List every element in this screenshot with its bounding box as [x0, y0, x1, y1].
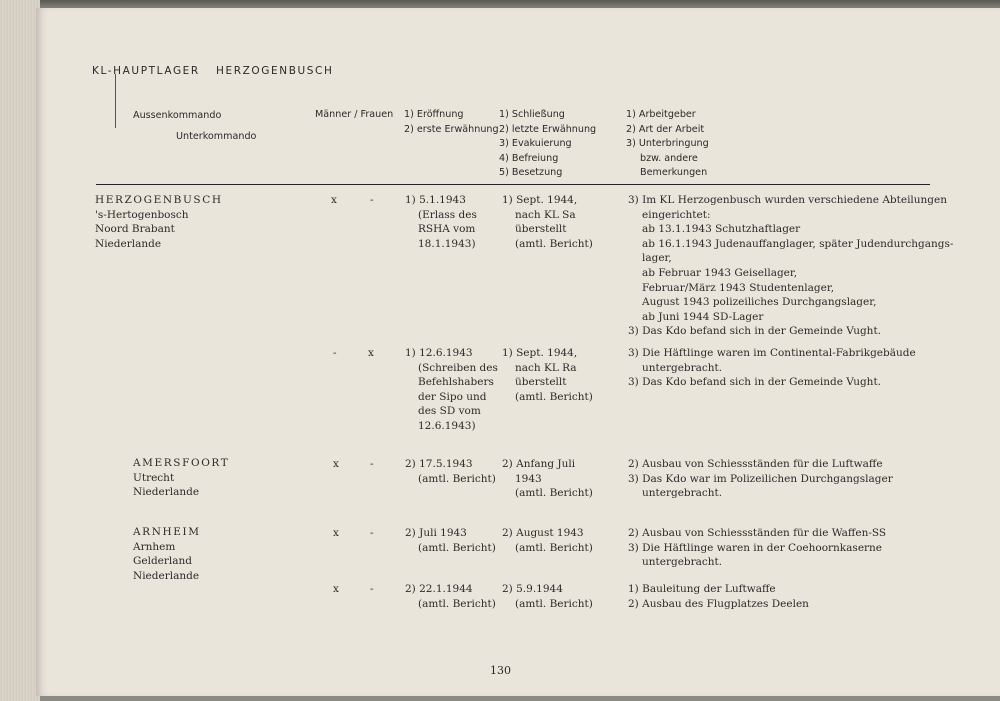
closing-line: 2) Anfang Juli: [502, 458, 576, 470]
location-name: AMERSFOORT: [133, 457, 230, 469]
closing-line: überstellt: [515, 376, 567, 389]
remarks-line: untergebracht.: [642, 556, 723, 569]
men-mark: x: [333, 527, 339, 539]
closing-line: 2) August 1943: [502, 527, 584, 539]
opening-line: Befehlshabers: [418, 376, 494, 389]
men-mark: -: [333, 347, 337, 359]
opening-line: 2) 22.1.1944: [405, 583, 473, 595]
header-line: 2) letzte Erwähnung: [499, 123, 597, 135]
header-line: Bemerkungen: [640, 167, 708, 179]
remarks-line: eingerichtet:: [642, 208, 711, 221]
location-line: Arnhem: [133, 540, 176, 553]
closing-line: (amtl. Bericht): [515, 237, 593, 250]
opening-line: (Erlass des: [418, 208, 477, 221]
camp-type-heading: KL-HAUPTLAGER: [92, 65, 200, 77]
opening-line: 1) 12.6.1943: [405, 347, 473, 359]
closing-line: 2) 5.9.1944: [502, 583, 563, 595]
header-line: 4) Befreiung: [499, 152, 559, 164]
location-name: HERZOGENBUSCH: [95, 194, 223, 206]
remarks-line: 2) Ausbau des Flugplatzes Deelen: [628, 597, 809, 610]
header-line: 2) erste Erwähnung: [404, 123, 499, 135]
location-line: 's-Hertogenbosch: [95, 208, 189, 221]
margin-line: [115, 74, 116, 128]
header-line: bzw. andere: [640, 152, 698, 164]
opening-line: 2) 17.5.1943: [405, 458, 473, 470]
location-line: Utrecht: [133, 471, 175, 484]
location-line: Noord Brabant: [95, 223, 175, 236]
header-line: 5) Besetzung: [499, 167, 563, 179]
header-line: 1) Arbeitgeber: [626, 109, 696, 120]
men-mark: x: [333, 583, 339, 595]
remarks-line: 2) Ausbau von Schiessständen für die Luftwaffe: [628, 458, 883, 470]
closing-line: 1) Sept. 1944,: [502, 194, 578, 206]
women-mark: -: [370, 583, 374, 595]
header-line: 1) Schließung: [499, 109, 565, 120]
location-name: ARNHEIM: [133, 526, 201, 538]
camp-name-heading: HERZOGENBUSCH: [216, 65, 334, 77]
location-line: Niederlande: [133, 569, 200, 582]
closing-line: (amtl. Bericht): [515, 487, 593, 500]
women-mark: -: [370, 527, 374, 539]
closing-line: 1943: [515, 472, 542, 485]
opening-line: (amtl. Bericht): [418, 472, 496, 485]
header-line: 3) Unterbringung: [626, 138, 709, 150]
column-header-gender: Männer / Frauen: [315, 109, 394, 120]
opening-line: 12.6.1943): [418, 420, 476, 432]
opening-line: RSHA vom: [418, 223, 476, 236]
book-page-edges: [0, 0, 40, 701]
opening-line: (Schreiben des: [418, 361, 498, 374]
opening-line: der Sipo und: [418, 390, 487, 403]
remarks-line: 3) Im KL Herzogenbusch wurden verschiedene Abteilungen: [628, 194, 948, 206]
remarks-line: 3) Die Häftlinge waren in der Coehoornkaserne: [628, 541, 883, 554]
column-header-sub-subcamp: Unterkommando: [176, 131, 257, 142]
men-mark: x: [333, 458, 339, 470]
opening-line: 1) 5.1.1943: [405, 194, 466, 206]
remarks-line: 3) Das Kdo war im Polizeilichen Durchgangslager: [628, 472, 893, 485]
men-mark: x: [331, 194, 337, 206]
women-mark: -: [370, 458, 374, 470]
page-number: 130: [490, 664, 511, 677]
closing-line: überstellt: [515, 223, 567, 236]
header-line: 3) Evakuierung: [499, 138, 572, 150]
column-header-subcamp: Aussenkommando: [133, 110, 222, 121]
remarks-line: Februar/März 1943 Studentenlager,: [642, 281, 835, 294]
remarks-line: 3) Das Kdo befand sich in der Gemeinde Vught.: [628, 376, 882, 389]
opening-line: (amtl. Bericht): [418, 541, 496, 554]
opening-line: 18.1.1943): [418, 237, 476, 250]
location-line: Niederlande: [95, 237, 162, 250]
closing-line: (amtl. Bericht): [515, 541, 593, 554]
remarks-line: 2) Ausbau von Schiessständen für die Waffen-SS: [628, 527, 887, 539]
women-mark: x: [368, 347, 374, 359]
header-rule: [96, 184, 930, 185]
remarks-line: August 1943 polizeiliches Durchgangslager,: [642, 296, 877, 309]
closing-line: (amtl. Bericht): [515, 390, 593, 403]
remarks-line: 1) Bauleitung der Luftwaffe: [628, 583, 776, 595]
opening-line: 2) Juli 1943: [405, 527, 467, 539]
remarks-line: 3) Die Häftlinge waren im Continental-Fabrikgebäude: [628, 347, 916, 359]
women-mark: -: [370, 194, 374, 206]
opening-line: des SD vom: [418, 405, 481, 418]
remarks-line: ab Juni 1944 SD-Lager: [642, 310, 764, 323]
remarks-line: untergebracht.: [642, 361, 723, 374]
header-line: 1) Eröffnung: [404, 109, 464, 120]
closing-line: nach KL Sa: [515, 208, 576, 221]
remarks-line: lager,: [642, 252, 672, 265]
remarks-line: ab 16.1.1943 Judenauffanglager, später Judendurchgangs-: [642, 237, 954, 250]
remarks-line: 3) Das Kdo befand sich in der Gemeinde Vught.: [628, 325, 882, 338]
location-line: Niederlande: [133, 486, 200, 499]
opening-line: (amtl. Bericht): [418, 597, 496, 610]
closing-line: nach KL Ra: [515, 361, 577, 374]
location-line: Gelderland: [133, 555, 193, 568]
header-line: 2) Art der Arbeit: [626, 123, 705, 135]
closing-line: (amtl. Bericht): [515, 597, 593, 610]
remarks-line: ab Februar 1943 Geisellager,: [642, 267, 798, 279]
remarks-line: ab 13.1.1943 Schutzhaftlager: [642, 223, 801, 236]
closing-line: 1) Sept. 1944,: [502, 347, 578, 359]
remarks-line: untergebracht.: [642, 487, 723, 500]
